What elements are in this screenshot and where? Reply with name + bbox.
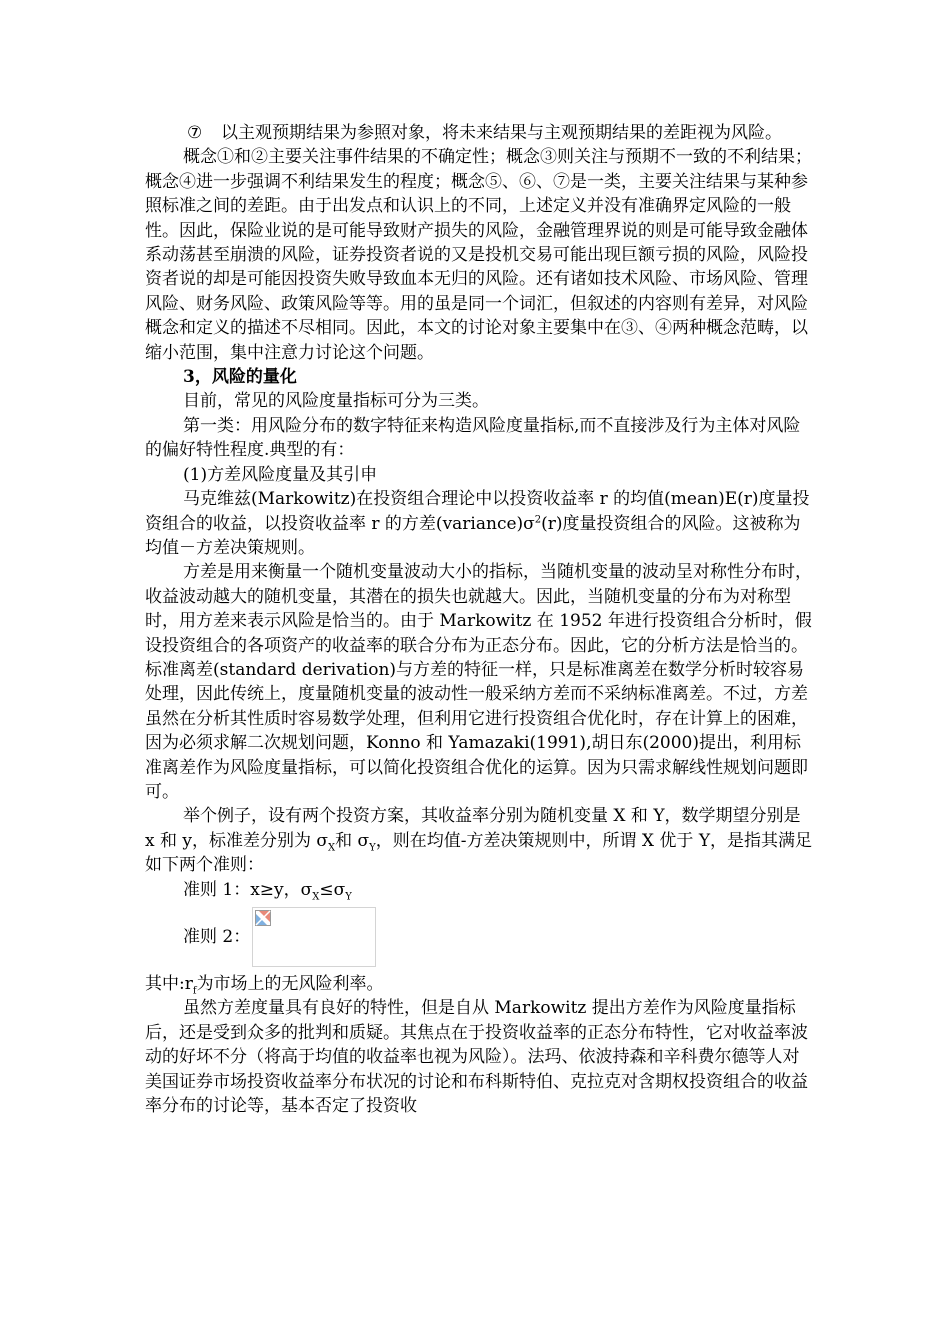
criterion-2 xyxy=(145,904,813,970)
paragraph-markowitz xyxy=(145,487,813,560)
document-body xyxy=(145,121,813,1118)
markowitz-text-a: 马克维兹(Markowitz)在投资组合理论中以投资收益率 r 的均值(mean)E(r)度量投资组合的收益，以投资收益率 r 的方差(variance)σ xyxy=(145,489,810,534)
list-item-number: ⑦ xyxy=(187,123,203,143)
markowitz-text-b: (r)度量投资组合的风险。这被称为均值－方差决策规则。 xyxy=(145,513,801,558)
criterion-2-label: 准则 2： xyxy=(183,926,251,947)
paragraph-variance: 方差是用来衡量一个随机变量波动大小的指标，当随机变量的波动呈对称性分布时，收益波动越大的随机变量，其潜在的损失也就越大。因此，当随机变量的分布为对称型时，用方差来表示风险是恰当的。由于 Markowitz 在 1952 年进行投资组合分析时，假设投资组合的各项资产的收益率的联合分布为正态分布。因此，它的分析方法是恰当的。标准离差(standard derivation)与方差的特征一样，只是标准离差在数学分析时较容易处理，因此传统上，度量随机变量的波动性一般采纳方差而不采纳标准离差。不过，方差虽然在分析其性质时容易数学处理，但利用它进行投资组合优化时，存在计算上的困难，因为必须求解二次规划问题，Konno 和 Yamazaki(1991),胡日东(2000)提出，利用标准离差作为风险度量指标，可以简化投资组合优化的运算。因为只需求解线性规划问题即可。 xyxy=(145,562,812,802)
example-text-a: 举个例子，设有两个投资方案，其收益率分别为随机变量 X 和 Y，数学期望分别是 x 和 y，标准差分别为 σ xyxy=(145,806,801,851)
criterion-1-text-a: 准则 1：x≥y，σ xyxy=(183,879,313,900)
criterion-1-text-b: ≤σ xyxy=(319,879,346,900)
missing-formula-image xyxy=(252,907,376,967)
criterion-1-sub-y: Y xyxy=(345,890,352,902)
list-item-text: 以主观预期结果为参照对象，将未来结果与主观预期结果的差距视为风险。 xyxy=(221,123,782,143)
criterion-1-sub-x: X xyxy=(312,890,320,902)
example-text-c: ，则在均值-方差决策规则中，所谓 X 优于 Y，是指其满足如下两个准则： xyxy=(145,830,813,876)
broken-image-icon xyxy=(255,910,271,926)
paragraph-current: 目前，常见的风险度量指标可分为三类。 xyxy=(183,391,489,412)
criterion-1 xyxy=(145,878,813,902)
example-text-b: 和 σ xyxy=(335,830,370,851)
sigma-y-sub: Y xyxy=(369,842,376,854)
list-item-7 xyxy=(145,121,813,145)
paragraph-example xyxy=(145,804,813,877)
paragraph-critique: 虽然方差度量具有良好的特性，但是自从 Markowitz 提出方差作为风险度量指标后，还是受到众多的批判和质疑。其焦点在于投资收益率的正态分布特性，它对收益率波动的好坏不分（将高于均值的收益率也视为风险）。法玛、依波持森和辛科费尔德等人对美国证券市场投资收益率分布状况的讨论和布科斯特伯、克拉克对含期权投资组合的收益率分布的讨论等，基本否定了投资收 xyxy=(145,998,808,1117)
rf-note xyxy=(145,972,813,996)
subheading-variance: (1)方差风险度量及其引申 xyxy=(183,464,378,485)
section-heading-risk-quantification: 3，风险的量化 xyxy=(183,367,297,388)
paragraph-type1: 第一类：用风险分布的数字特征来构造风险度量指标,而不直接涉及行为主体对风险的偏好特性程度.典型的有： xyxy=(145,415,801,461)
paragraph-concepts: 概念①和②主要关注事件结果的不确定性；概念③则关注与预期不一致的不利结果；概念④进一步强调不利结果发生的程度；概念⑤、⑥、⑦是一类，主要关注结果与某种参照标准之间的差距。由于出发点和认识上的不同，上述定义并没有准确界定风险的一般性。因此，保险业说的是可能导致财产损失的风险，金融管理界说的则是可能导致金融体系动荡甚至崩溃的风险，证券投资者说的又是投机交易可能出现巨额亏损的风险，风险投资者说的却是可能因投资失败导致血本无归的风险。还有诸如技术风险、市场风险、管理风险、财务风险、政策风险等等。用的虽是同一个词汇，但叙述的内容则有差异，对风险概念和定义的描述不尽相同。因此，本文的讨论对象主要集中在③、④两种概念范畴，以缩小范围，集中注意力讨论这个问题。 xyxy=(145,147,812,363)
sigma-squared-sup: 2 xyxy=(534,513,542,525)
rf-sub: f xyxy=(192,985,197,997)
sigma-x-sub: X xyxy=(328,842,336,854)
rf-note-text-b: 为市场上的无风险利率。 xyxy=(196,974,384,994)
rf-note-text-a: 其中:r xyxy=(145,974,193,994)
